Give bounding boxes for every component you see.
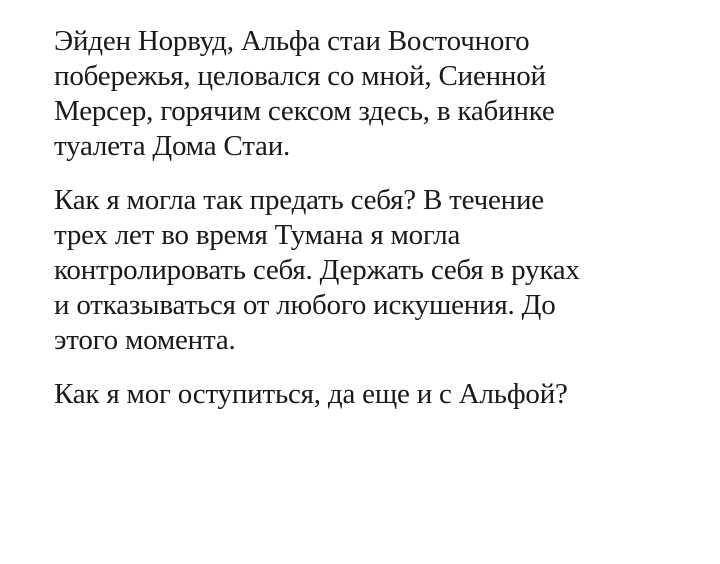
document-body [54, 24, 694, 431]
text-line: Мерсер, горячим сексом здесь, в кабинке [54, 95, 555, 127]
text-line: этого момента. [54, 324, 236, 356]
paragraph-3 [54, 377, 694, 412]
text-line: Эйден Норвуд, Альфа стаи Восточного [54, 25, 530, 57]
text-line: трех лет во время Тумана я могла [54, 219, 461, 251]
text-line: и отказываться от любого искушения. До [54, 289, 556, 321]
text-line: контролировать себя. Держать себя в руках [54, 254, 580, 286]
paragraph-1 [54, 24, 694, 164]
paragraph-2 [54, 183, 694, 358]
text-line: Как я мог оступиться, да еще и с Альфой? [54, 378, 568, 410]
text-line: Как я могла так предать себя? В течение [54, 184, 544, 216]
text-line: побережья, целовался со мной, Сиенной [54, 60, 546, 92]
text-line: туалета Дома Стаи. [54, 130, 291, 162]
